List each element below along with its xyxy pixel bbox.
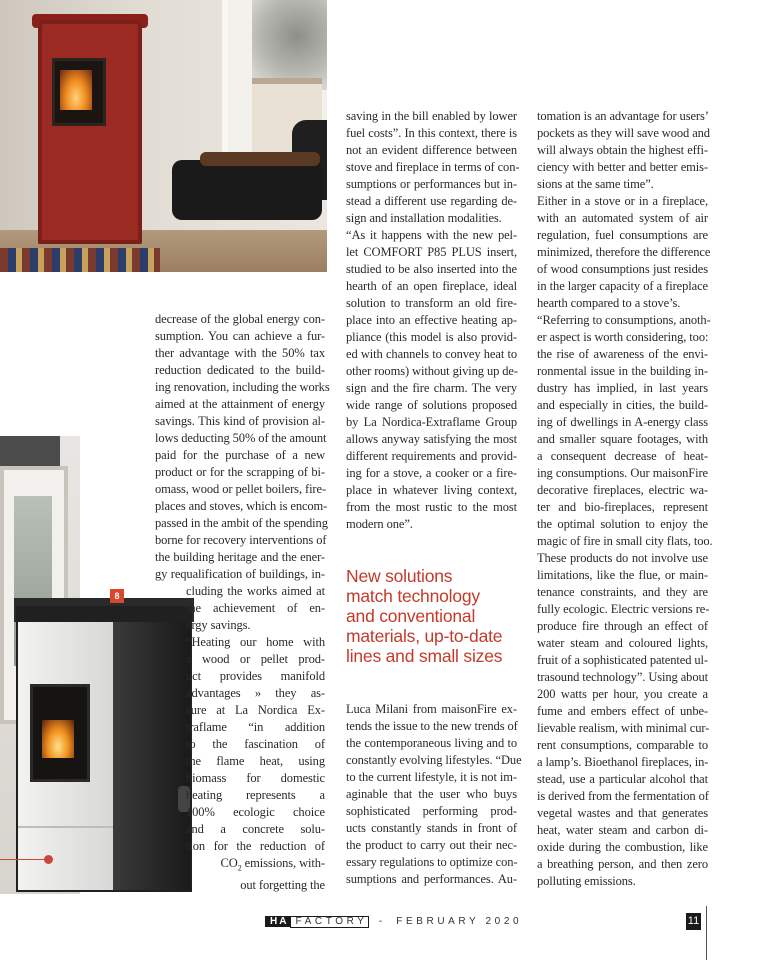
text-line: fully ecologic. Electric versions re-	[537, 602, 710, 616]
text-line: to the current lifestyle, it is not im-	[346, 770, 517, 784]
text-line: a wood or pellet prod-	[186, 652, 325, 666]
issue-date: FEBRUARY 2020	[396, 916, 523, 927]
text-line: modern one”.	[346, 517, 413, 531]
text-line: the optimal solution to enjoy the	[537, 517, 708, 531]
text-line: constantly evolving lifestyles. “Due	[346, 753, 522, 767]
text-line: not an evident difference between	[346, 143, 517, 157]
text-line: in the larger capacity of a fireplace	[537, 279, 708, 293]
text-line: ing for a stove, a cooker or a fire-	[346, 466, 517, 480]
text-line: uct provides manifold	[186, 669, 325, 683]
text-line: ing renovation, including the works	[155, 380, 330, 394]
text-line: ing consumptions. Our maisonFire	[537, 466, 708, 480]
article-column-1-wrap	[186, 583, 325, 894]
co2-subscript: 2	[237, 863, 242, 873]
text-line: and smaller square footages, with	[537, 432, 708, 446]
text-line: tends the issue to the new trends of	[346, 719, 518, 733]
text-line: ed with channels to convey heat to	[346, 347, 517, 361]
article-column-2	[346, 108, 520, 533]
text-line: fume and embers effect of unbe-	[537, 704, 708, 718]
text-line: the contemporaneous living and to	[346, 736, 517, 750]
co2-prefix: CO	[220, 856, 238, 870]
text-line: will always obtain the highest effi-	[537, 143, 708, 157]
text-line: is derived from the fermentation of	[537, 789, 709, 803]
article-column-3	[537, 108, 713, 890]
text-line: paid for the purchase of a new	[155, 448, 325, 462]
heading-line: and conventional	[346, 606, 476, 626]
text-line: solution to transform an old fire-	[346, 296, 517, 310]
text-line: places and stoves, which is encom-	[155, 499, 328, 513]
text-line: water steam and coloured lights,	[537, 636, 708, 650]
text-line: product or for the scrapping of bi-	[155, 465, 325, 479]
text-line: place into an effective heating ap-	[346, 313, 517, 327]
text-line: the building heritage and the ener-	[155, 550, 325, 564]
text-line: stead a different use regarding de-	[346, 194, 517, 208]
text-line: vegetal wastes and that generates	[537, 806, 708, 820]
text-line: These products do not involve use	[537, 551, 708, 565]
text-line: stove and fireplace in terms of con-	[346, 160, 520, 174]
co2-suffix: emissions, with-	[241, 856, 325, 870]
text-line: pockets as they will save wood and	[537, 126, 710, 140]
text-line: passed in the ambit of the spending	[155, 516, 328, 530]
text-line: polluting emissions.	[537, 874, 636, 888]
text-line: ronmental issue in the building in-	[537, 364, 708, 378]
text-line: other rooms) without giving up de-	[346, 364, 518, 378]
text-line: cluding the works aimed at	[186, 584, 325, 598]
text-line: Either in a stove or in a fireplace,	[537, 194, 708, 208]
text-line: omass, wood or pellet boilers, fire-	[155, 482, 327, 496]
text-line: traflame “in addition	[186, 720, 325, 734]
text-line: studied to be also inserted into the	[346, 262, 517, 276]
footer-separator: -	[378, 916, 386, 927]
text-line-co2	[186, 855, 325, 877]
text-line: sumptions or performances but in-	[346, 177, 517, 191]
heading-line: materials, up-to-date	[346, 626, 503, 646]
text-line: gy requalification of buildings, in-	[155, 567, 325, 581]
text-line: the achievement of en-	[186, 601, 325, 615]
text-line: er aspect is worth considering, too:	[537, 330, 709, 344]
text-line: wide range of solutions proposed	[346, 398, 517, 412]
text-line: sumption. You can achieve a fur-	[155, 329, 325, 343]
text-line: allows anyway satisfying the most	[346, 432, 517, 446]
text-line: hearth of an open fireplace, ideal	[346, 279, 517, 293]
text-line: sophisticated performing prod-	[346, 804, 517, 818]
section-heading	[346, 566, 521, 666]
text-line: ter and bio-fireplaces, represent	[537, 500, 708, 514]
text-line: oxide during the combustion, like	[537, 840, 708, 854]
text-line: produce fire through an effect of	[537, 619, 708, 633]
text-line: of wood consumptions just resides	[537, 262, 708, 276]
text-line: tomation is an advantage for users’	[537, 109, 709, 123]
text-line: from the most rustic to the most	[346, 500, 517, 514]
article-column-1	[155, 311, 330, 583]
text-line: lievable realism, with minimal cur-	[537, 721, 710, 735]
text-line: dustry has implied, in last years	[537, 381, 708, 395]
text-line: to the fascination of	[186, 737, 325, 751]
text-line: trasound technology”. Using about	[537, 670, 708, 684]
text-line: advantages » they as-	[186, 686, 325, 700]
text-line: different requirements and provid-	[346, 449, 517, 463]
text-line: a breathing person, and then zero	[537, 857, 708, 871]
text-line: heat, water steam and carbon di-	[537, 823, 708, 837]
text-line: Luca Milani from maisonFire ex-	[346, 702, 517, 716]
page-number: 11	[686, 913, 701, 930]
text-line: let COMFORT P85 PLUS insert,	[346, 245, 517, 259]
text-line: “Referring to consumptions, anoth-	[537, 313, 711, 327]
text-line: 200 watts per hour, you create a	[537, 687, 708, 701]
article-column-2-continued	[346, 701, 522, 888]
text-line: “As it happens with the new pel-	[346, 228, 517, 242]
text-line: and especially in cities, the build-	[537, 398, 708, 412]
heading-line: New solutions	[346, 566, 453, 586]
text-line: decrease of the global energy con-	[155, 312, 325, 326]
text-line: stead, use a particular alcohol that	[537, 772, 708, 786]
text-line: savings. This kind of provision al-	[155, 414, 325, 428]
text-line: pliance (this model is also provid-	[346, 330, 517, 344]
text-line: aginable that the user who buys	[346, 787, 517, 801]
text-line: ucts constantly stands in front of	[346, 821, 517, 835]
text-line: 100% ecologic choice	[186, 805, 325, 819]
heading-line: lines and small sizes	[346, 646, 503, 666]
text-line: decorative fireplaces, electric wa-	[537, 483, 708, 497]
heading-line: match technology	[346, 586, 480, 606]
text-line: saving in the bill enabled by lower	[346, 109, 517, 123]
text-line: tion for the reduction of	[186, 839, 325, 853]
brand-ha: HA	[265, 916, 290, 927]
text-line: with an automated system of air	[537, 211, 708, 225]
text-line: “Heating our home with	[186, 635, 325, 649]
text-line: sure at La Nordica Ex-	[186, 703, 325, 717]
text-line: reduction dedicated to the build-	[155, 363, 325, 377]
text-line: a consequent decrease of heat-	[537, 449, 708, 463]
text-line: ing of dwellings in A-energy class	[537, 415, 708, 429]
page-rule-divider	[706, 906, 707, 960]
text-line: ther advantage with the 50% tax	[155, 346, 325, 360]
text-line: the product to carry out their nec-	[346, 838, 517, 852]
text-line: hearth compared to a stove’s.	[537, 296, 681, 310]
text-line: aimed at the attainment of energy	[155, 397, 325, 411]
text-line: sumptions and performances. Au-	[346, 872, 517, 886]
text-line: limitations, like the flue, or main-	[537, 568, 708, 582]
brand-factory: FACTORY	[290, 916, 368, 928]
text-line: rent consumptions, comparable to	[537, 738, 708, 752]
page-footer	[265, 916, 522, 928]
text-line: ergy savings.	[186, 618, 251, 632]
text-line: by La Nordica-Extraflame Group	[346, 415, 517, 429]
red-stove-photo	[0, 0, 327, 272]
text-line: place in whatever living context,	[346, 483, 517, 497]
caption-pointer-line	[0, 859, 44, 860]
photo-number-badge: 8	[110, 589, 124, 603]
text-line: borne for recovery interventions of	[155, 533, 327, 547]
text-line: biomass for domestic	[186, 771, 325, 785]
text-line: essary regulations to optimize con-	[346, 855, 518, 869]
text-line: heating represents a	[186, 788, 325, 802]
text-line: magic of fire in small city flats, too.	[537, 534, 713, 548]
text-line: fruit of a sophisticated patented ul-	[537, 653, 708, 667]
text-line: a lamp’s. Bioethanol fireplaces, in-	[537, 755, 709, 769]
caption-pointer-dot	[44, 855, 53, 864]
text-line: the flame heat, using	[186, 754, 325, 768]
text-line: lows deducting 50% of the amount	[155, 431, 327, 445]
text-line: sign and the fire charm. The very	[346, 381, 517, 395]
text-line: fuel costs”. In this context, there is	[346, 126, 517, 140]
text-line: and a concrete solu-	[186, 822, 325, 836]
text-line: sign and installation modalities.	[346, 211, 502, 225]
text-line: minimized, therefore the difference	[537, 245, 711, 259]
text-line: sions at the same time”.	[537, 177, 654, 191]
text-line: tenance constraints, and they are	[537, 585, 708, 599]
text-line: ciency with better and better emis-	[537, 160, 708, 174]
text-line: the rise of awareness of the envi-	[537, 347, 708, 361]
text-line: regulation, fuel consumptions are	[537, 228, 708, 242]
text-line: out forgetting the	[240, 877, 325, 892]
